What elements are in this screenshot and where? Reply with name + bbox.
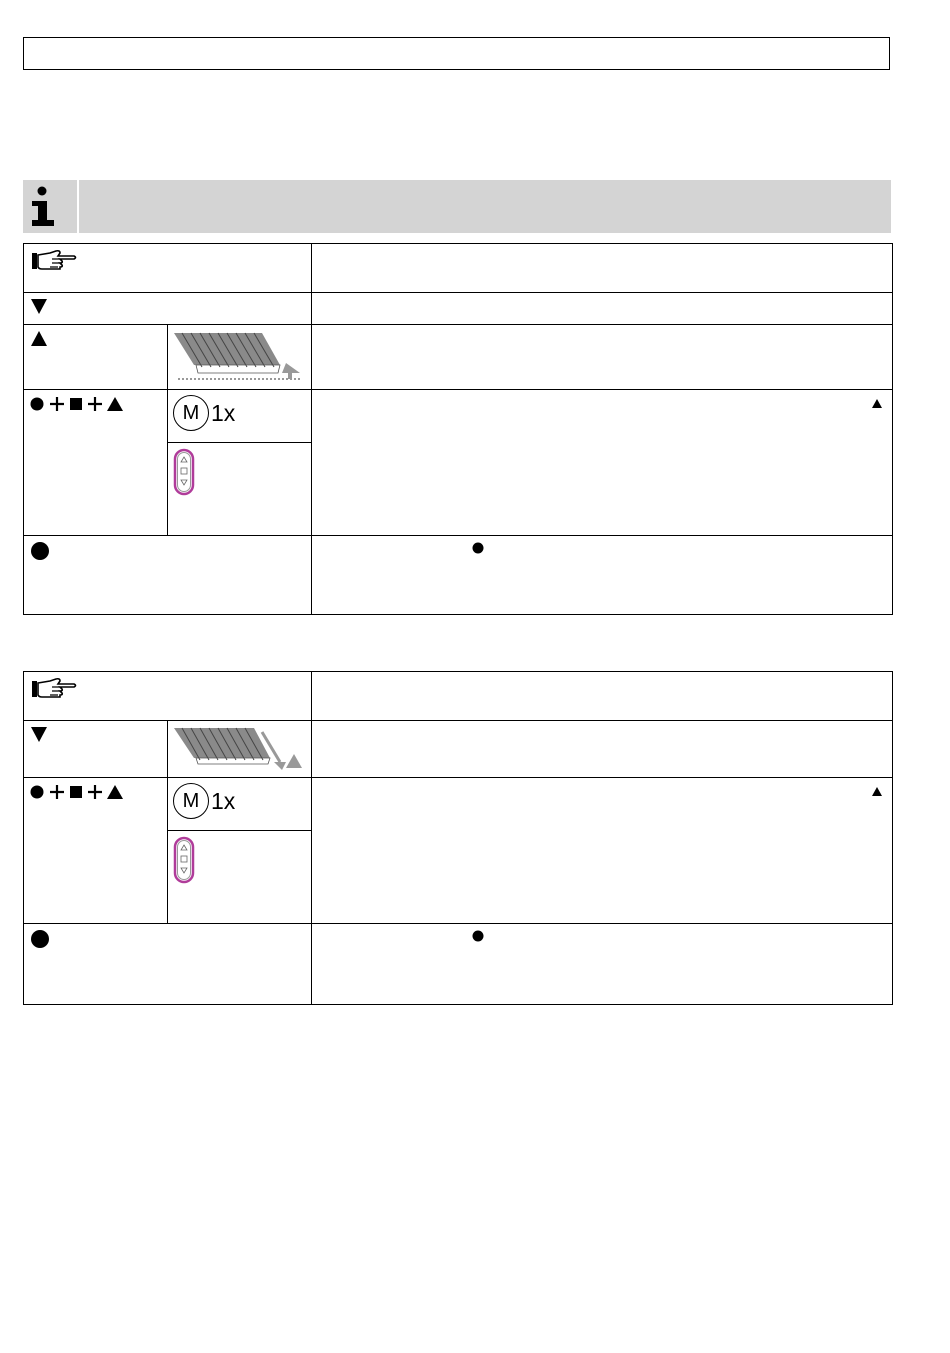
up-cell: [24, 325, 168, 390]
remote-cell: [168, 443, 312, 536]
down-cell: [24, 293, 312, 325]
stop-cell: [24, 536, 312, 615]
triangle-up-icon: [107, 397, 123, 411]
m-button-cell: [168, 778, 312, 831]
hint-text: [312, 672, 893, 721]
m-button-circle: M: [173, 783, 209, 819]
triangle-down-icon: [30, 726, 48, 743]
small-circle-icon: [472, 542, 484, 554]
combo-cell: [24, 390, 168, 536]
info-bar: [23, 180, 891, 233]
down-text: [312, 721, 893, 778]
blind-tilt-illustration: [170, 724, 310, 776]
m-button-circle: M: [173, 395, 209, 431]
triangle-up-icon: [107, 785, 123, 799]
blind-tilt-cell: [168, 721, 312, 778]
hint-cell: [24, 672, 312, 721]
combo-keys-icon: [30, 395, 130, 413]
m-button[interactable]: [173, 783, 311, 819]
pointing-hand-icon: [30, 677, 78, 701]
remote-cell: [168, 831, 312, 924]
combo-text-cell: [312, 390, 893, 536]
circle-icon: [31, 786, 44, 799]
triangle-up-icon: [30, 330, 48, 347]
small-circle-icon: [472, 930, 484, 942]
m-button[interactable]: [173, 395, 311, 431]
triangle-down-icon: [30, 298, 48, 315]
blind-up-illustration: [170, 329, 310, 389]
pointing-hand-icon: [30, 249, 78, 273]
steps-table-1: [23, 243, 893, 615]
square-icon: [70, 398, 82, 410]
combo-keys-icon: [30, 783, 130, 801]
circle-icon: [30, 929, 50, 949]
remote-icon[interactable]: [173, 836, 195, 884]
stop-text-cell: [312, 924, 893, 1005]
header-box: [23, 37, 890, 70]
small-triangle-up-icon: [872, 399, 882, 408]
blind-up-cell: [168, 325, 312, 390]
hint-cell: [24, 244, 312, 293]
plus-icon: [88, 397, 102, 411]
combo-text-cell: [312, 778, 893, 924]
steps-table-2: [23, 671, 893, 1005]
down-cell: [24, 721, 168, 778]
m-button-cell: [168, 390, 312, 443]
m-button-count: 1x: [211, 787, 236, 814]
square-icon: [70, 786, 82, 798]
plus-icon: [50, 785, 64, 799]
plus-icon: [88, 785, 102, 799]
small-triangle-up-icon: [872, 787, 882, 796]
stop-cell: [24, 924, 312, 1005]
up-text: [312, 325, 893, 390]
m-button-count: 1x: [211, 399, 236, 426]
plus-icon: [50, 397, 64, 411]
stop-text-cell: [312, 536, 893, 615]
info-separator: [77, 180, 79, 233]
remote-icon[interactable]: [173, 448, 195, 496]
down-text: [312, 293, 893, 325]
circle-icon: [30, 541, 50, 561]
circle-icon: [31, 398, 44, 411]
combo-cell: [24, 778, 168, 924]
hint-text: [312, 244, 893, 293]
info-icon: [28, 184, 74, 229]
